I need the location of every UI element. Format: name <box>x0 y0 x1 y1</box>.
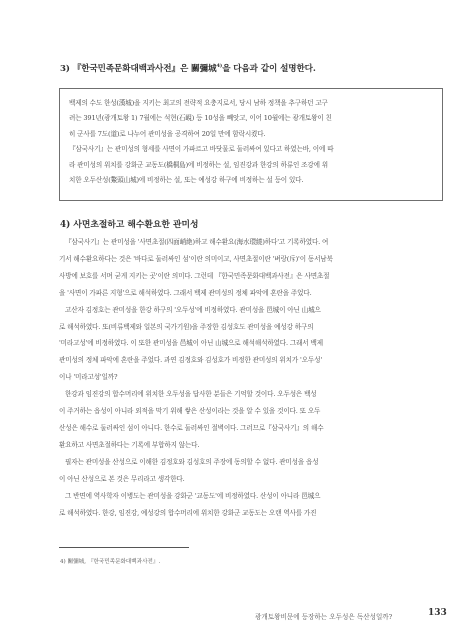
footnote: 4) 關彌城, 『한국민족문화대백과사전』. <box>60 559 161 565</box>
body-line: 『삼국사기』는 관미성을 '사면초절(四面峭絶)하고 해수환요(海水環繞)하다'고 기록하였다. 여 <box>65 238 329 246</box>
body-line: 필자는 관미성을 산성으로 이해한 김정호와 김성호의 주장에 동의할 수 없다. 관미성을 읍성 <box>65 457 319 466</box>
body-line: 환요하고 사면초절하다는 기록에 부합하지 않는다. <box>59 440 200 449</box>
body-line: 사방에 보호를 서며 굳게 지키는 곳'이란 의미다. 그런데 『한국민족문화대백과사전』은 사면초절 <box>59 271 330 280</box>
body-line: 산성은 해수로 둘러싸인 섬이 아니다. 한수로 둘러싸인 절벽이다. 그러므로『삼국사기』의 해수 <box>59 423 324 432</box>
running-title: 광개토왕비문에 등장하는 오두성은 독산성일까? <box>255 613 393 621</box>
section-3-heading-tail: 을 다음과 같이 설명한다. <box>222 64 316 74</box>
body-line: 관미성의 정체 파악에 혼란을 주었다. 과연 김정호와 김성호가 비정한 관미성의 위치가 '오두성' <box>59 356 323 365</box>
section-4-heading: 4) 사면초절하고 해수환요한 관미성 <box>60 220 199 230</box>
body-line: 이 주거하는 읍성이 아니라 외적을 막기 위해 쌓은 산성이라는 것을 알 수 있을 것이다. 또 오두 <box>59 407 321 416</box>
quote-line: 라 관미성의 위치를 강화군 교동도(橋桐島)에 비정하는 설, 임진강과 한강의 하류인 조강에 위 <box>69 160 328 169</box>
quote-line: 히 군사를 7도(道)로 나누어 관미성을 공격하여 20일 만에 함락시켰다. <box>69 129 266 138</box>
body-line: 이 아닌 산성으로 본 것은 무리라고 생각한다. <box>59 474 185 483</box>
body-line: 한강과 임진강의 합수머리에 위치한 오두성을 답사한 분들은 기억할 것이다. 오두성은 백성 <box>65 390 317 399</box>
body-text <box>59 234 445 521</box>
quote-line: 려는 391년(광개토왕 1) 7월에는 석현(石峴) 등 10성을 빼앗고, 이어 10월에는 광개토왕이 친 <box>69 114 332 123</box>
page-number: 133 <box>428 608 447 618</box>
body-line: 로 해석하였다. 또(비류백제와 일본의 국가기원)을 주장한 김성호도 관미성을 예성강 하구의 <box>59 322 314 331</box>
section-3-heading <box>60 62 440 74</box>
section-3-heading-text: 3) 『한국민족문화대백과사전』은 關彌城 <box>60 64 217 74</box>
body-line: 고산자 김정호는 관미성을 한강 하구의 '오두성'에 비정하였다. 관미성을 邑城이 아닌 山城으 <box>65 305 321 314</box>
quotation-box <box>59 88 443 201</box>
body-line: 기서 해수환요하다는 것은 '바다로 둘러싸인 섬'이란 의미이고, 사면초절이란 '벼랑(斥)'이 동서남북 <box>59 254 333 263</box>
quote-line: 『삼국사기』는 관미성의 형세를 사면이 가파르고 바닷물로 둘러싸여 있다고 하였는바, 이에 따 <box>69 145 334 154</box>
body-line: 이나 '미라고성'일까? <box>59 373 118 382</box>
footnote-divider <box>59 547 189 548</box>
body-line: 로 해석하였다. 한강, 임진강, 예성강의 합수머리에 위치한 강화군 교동도는 오랜 역사를 가진 <box>59 508 317 517</box>
body-line: '미라고성'에 비정하였다. 이 또한 관미성을 邑城이 아닌 山城으로 해석해석하였다. 그래서 백제 <box>59 339 323 348</box>
footnote-reference[interactable]: 4) <box>216 63 223 70</box>
quote-line: 치한 오두산성(鰲頭山城)에 비정하는 설, 또는 예성강 하구에 비정하는 설 등이 있다. <box>69 176 304 185</box>
quote-line: 백제의 수도 한성(漢城)을 지키는 최고의 전략적 요충지로서, 당시 남하 정책을 추구하던 고구 <box>69 99 328 107</box>
body-line: 을 '사면이 가파른 지형'으로 해석하였다. 그래서 백제 관미성의 정체 파악에 혼란을 주었다. <box>59 288 312 297</box>
body-line: 그 반면에 역사학자 이병도는 관미성을 강화군 '교동도'에 비정하였다. 산성이 아니라 邑城으 <box>65 491 321 500</box>
